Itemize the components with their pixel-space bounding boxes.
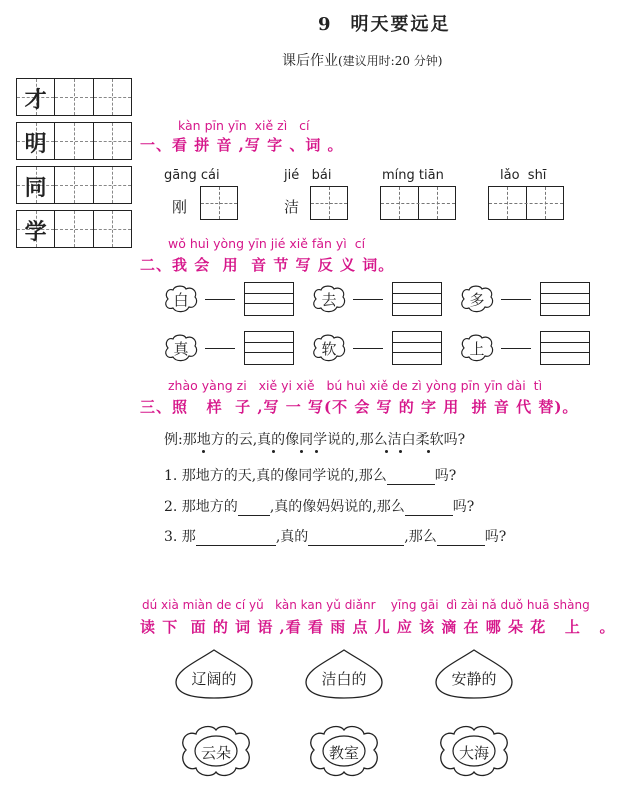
lesson-number: 9 — [318, 14, 333, 35]
word-label: 辽阔的 — [191, 670, 237, 688]
writing-cell[interactable] — [55, 123, 93, 159]
writing-cell[interactable] — [94, 123, 131, 159]
q3-part: ,那么 — [404, 529, 437, 545]
emphasis-dot — [315, 450, 318, 453]
practice-row — [16, 78, 132, 116]
question-1 — [164, 465, 456, 485]
item-pinyin: míng tiān — [382, 168, 444, 183]
q3-blank[interactable] — [196, 529, 276, 546]
q2-blank[interactable] — [405, 499, 453, 516]
answer-box[interactable] — [310, 186, 348, 220]
emphasis-dot — [202, 450, 205, 453]
writing-cell[interactable] — [55, 79, 93, 115]
antonym-char: 软 — [321, 340, 337, 358]
given-char: 洁 — [284, 198, 300, 216]
practice-row — [16, 122, 132, 160]
answer-lines[interactable] — [392, 331, 442, 365]
answer-box[interactable] — [200, 186, 238, 220]
emphasis-dot — [427, 450, 430, 453]
antonym-char: 真 — [173, 340, 189, 358]
answer-lines[interactable] — [540, 331, 590, 365]
item-pinyin: jié bái — [284, 168, 332, 183]
practice-char: 才 — [24, 87, 47, 113]
writing-cell[interactable] — [94, 211, 131, 247]
q3-blank[interactable] — [437, 529, 485, 546]
dash-line — [501, 348, 531, 349]
section4-heading: 读 下 面 的 词 语 ,看 看 雨 点 儿 应 该 滴 在 哪 朵 花 上 。 — [140, 618, 616, 636]
given-char: 刚 — [172, 198, 188, 216]
q3-part: ,真的 — [275, 529, 309, 545]
section3-heading: 三、照 样 子 ,写 一 写(不 会 写 的 字 用 拼 音 代 替)。 — [140, 398, 579, 416]
antonym-char: 多 — [469, 291, 485, 309]
answer-lines[interactable] — [244, 331, 294, 365]
writing-cell[interactable] — [55, 211, 93, 247]
q1-blank[interactable] — [387, 468, 435, 485]
section4-pinyin: dú xià miàn de cí yǔ kàn kan yǔ diǎnr yīng gāi dì zài nǎ duǒ huā shàng — [142, 598, 590, 612]
practice-char: 学 — [24, 219, 47, 245]
example-sentence: 例:那地方的云,真的像同学说的,那么洁白柔软吗? — [164, 432, 466, 448]
flower-label: 大海 — [458, 744, 489, 762]
antonym-char: 上 — [469, 340, 485, 358]
item-pinyin: gāng cái — [164, 168, 220, 183]
q1-part: 1. 那地方的天,真的像同学说的,那么 — [164, 468, 387, 484]
emphasis-dot — [272, 450, 275, 453]
antonym-char: 白 — [173, 291, 189, 309]
practice-row — [16, 210, 132, 248]
item-pinyin: lǎo shī — [500, 168, 547, 183]
section2-heading: 二、我 会 用 音 节 写 反 义 词。 — [140, 256, 395, 274]
emphasis-dot — [300, 450, 303, 453]
dash-line — [353, 299, 383, 300]
q2-blank[interactable] — [238, 499, 270, 516]
answer-lines[interactable] — [244, 282, 294, 316]
q2-part: ,真的像妈妈说的,那么 — [269, 499, 405, 515]
answer-box[interactable] — [380, 186, 456, 220]
answer-box[interactable] — [488, 186, 564, 220]
writing-cell[interactable] — [94, 167, 131, 203]
practice-row — [16, 166, 132, 204]
practice-char: 明 — [24, 131, 47, 157]
q3-part: 3. 那 — [164, 529, 196, 545]
answer-lines[interactable] — [540, 282, 590, 316]
section3-pinyin: zhào yàng zi xiě yi xiě bú huì xiě de zì yòng pīn yīn dài tì — [168, 378, 543, 393]
question-3 — [164, 526, 506, 546]
practice-char: 同 — [24, 175, 47, 201]
question-2 — [164, 496, 474, 516]
dash-line — [205, 299, 235, 300]
antonym-char: 去 — [321, 291, 337, 309]
q3-part: 吗? — [484, 529, 507, 545]
emphasis-dot — [385, 450, 388, 453]
word-label: 安静的 — [451, 670, 497, 688]
page-title — [318, 10, 451, 36]
answer-lines[interactable] — [392, 282, 442, 316]
section2-pinyin: wǒ huì yòng yīn jié xiě fǎn yì cí — [168, 236, 366, 251]
lesson-title: 明天要远足 — [350, 14, 451, 35]
subtitle-main: 课后作业 — [282, 53, 338, 69]
flower-label: 云朵 — [200, 744, 231, 762]
flower-label: 教室 — [328, 744, 359, 762]
dash-line — [501, 299, 531, 300]
section1-pinyin: kàn pīn yīn xiě zì cí — [178, 118, 310, 133]
writing-cell[interactable] — [94, 79, 131, 115]
emphasis-dot — [399, 450, 402, 453]
subtitle-note: (建议用时:20 分钟) — [338, 54, 443, 68]
q1-part: 吗? — [434, 468, 457, 484]
word-label: 洁白的 — [321, 670, 367, 688]
q3-blank[interactable] — [308, 529, 404, 546]
q2-part: 2. 那地方的 — [164, 499, 238, 515]
writing-cell[interactable] — [55, 167, 93, 203]
q2-part: 吗? — [452, 499, 475, 515]
subtitle — [282, 50, 443, 70]
dash-line — [353, 348, 383, 349]
section1-heading: 一、看 拼 音 ,写 字 、词 。 — [140, 136, 344, 154]
dash-line — [205, 348, 235, 349]
